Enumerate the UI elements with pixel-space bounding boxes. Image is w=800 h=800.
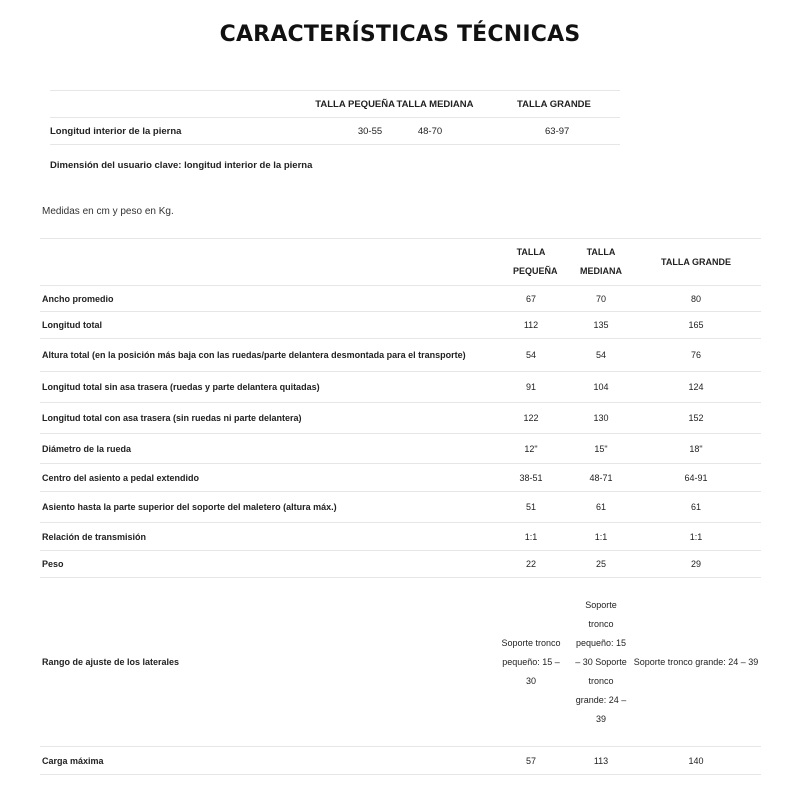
- value-small: 112: [491, 312, 571, 339]
- header-small: TALLA PEQUEÑA: [491, 239, 571, 286]
- row-label: Longitud total con asa trasera (sin ruedas ni parte delantera): [40, 403, 491, 434]
- header-empty-cell: [50, 91, 315, 118]
- leg-length-table: [50, 90, 620, 145]
- table-header-row: [50, 91, 620, 118]
- table-row: [40, 492, 761, 523]
- value-small: Soporte tronco pequeño: 15 – 30: [491, 578, 571, 747]
- value-medium: 54: [571, 339, 631, 372]
- value-medium: 70: [571, 286, 631, 312]
- table-row: [40, 523, 761, 551]
- specs-table: [40, 238, 761, 775]
- value-large: 165: [631, 312, 761, 339]
- table-row: [40, 403, 761, 434]
- row-label: Longitud total sin asa trasera (ruedas y parte delantera quitadas): [40, 372, 491, 403]
- value-large: 63-97: [475, 118, 620, 145]
- value-medium: 130: [571, 403, 631, 434]
- value-medium: 135: [571, 312, 631, 339]
- value-medium: 104: [571, 372, 631, 403]
- value-small: 122: [491, 403, 571, 434]
- table-row: [40, 286, 761, 312]
- value-small: 67: [491, 286, 571, 312]
- row-label: Ancho promedio: [40, 286, 491, 312]
- value-small: 57: [491, 747, 571, 775]
- header-empty-cell: [40, 239, 491, 286]
- value-large: 29: [631, 551, 761, 578]
- header-large: TALLA GRANDE: [475, 91, 620, 118]
- table-row: [40, 339, 761, 372]
- row-label: Diámetro de la rueda: [40, 434, 491, 464]
- value-medium: 48-71: [571, 464, 631, 492]
- value-large: 61: [631, 492, 761, 523]
- row-label: Peso: [40, 551, 491, 578]
- value-medium: 48-70: [395, 118, 475, 145]
- value-medium: 15": [571, 434, 631, 464]
- row-label: Asiento hasta la parte superior del soporte del maletero (altura máx.): [40, 492, 491, 523]
- row-label: Rango de ajuste de los laterales: [40, 578, 491, 747]
- value-medium: Soporte tronco pequeño: 15 – 30 Soporte tronco grande: 24 – 39: [571, 578, 631, 747]
- header-small: TALLA PEQUEÑA: [315, 91, 395, 118]
- units-note: Medidas en cm y peso en Kg.: [42, 206, 174, 217]
- value-large: 140: [631, 747, 761, 775]
- value-large: 80: [631, 286, 761, 312]
- value-large: 64-91: [631, 464, 761, 492]
- row-label: Longitud interior de la pierna: [50, 118, 315, 145]
- value-small: 1:1: [491, 523, 571, 551]
- table-row: [40, 312, 761, 339]
- value-small: 51: [491, 492, 571, 523]
- value-small: 54: [491, 339, 571, 372]
- value-large: Soporte tronco grande: 24 – 39: [631, 578, 761, 747]
- value-large: 18": [631, 434, 761, 464]
- table-row: [50, 118, 620, 145]
- table-row: [40, 551, 761, 578]
- value-large: 124: [631, 372, 761, 403]
- table-header-row: [40, 239, 761, 286]
- row-label: Longitud total: [40, 312, 491, 339]
- header-medium: TALLA MEDIANA: [395, 91, 475, 118]
- table-row: [40, 578, 761, 747]
- value-large: 152: [631, 403, 761, 434]
- key-dimension-note: Dimensión del usuario clave: longitud interior de la pierna: [50, 160, 313, 171]
- value-small: 30-55: [315, 118, 395, 145]
- value-large: 1:1: [631, 523, 761, 551]
- row-label: Relación de transmisión: [40, 523, 491, 551]
- row-label: Altura total (en la posición más baja con las ruedas/parte delantera desmontada para el transporte): [40, 339, 491, 372]
- page-title: CARACTERÍSTICAS TÉCNICAS: [219, 22, 581, 47]
- table-row: [40, 747, 761, 775]
- value-small: 12": [491, 434, 571, 464]
- value-small: 91: [491, 372, 571, 403]
- table-row: [40, 434, 761, 464]
- header-large: TALLA GRANDE: [631, 239, 761, 286]
- table-row: [40, 372, 761, 403]
- value-medium: 25: [571, 551, 631, 578]
- value-medium: 113: [571, 747, 631, 775]
- value-small: 22: [491, 551, 571, 578]
- table-row: [40, 464, 761, 492]
- value-medium: 1:1: [571, 523, 631, 551]
- value-medium: 61: [571, 492, 631, 523]
- row-label: Centro del asiento a pedal extendido: [40, 464, 491, 492]
- header-medium: TALLA MEDIANA: [571, 239, 631, 286]
- value-large: 76: [631, 339, 761, 372]
- value-small: 38-51: [491, 464, 571, 492]
- row-label: Carga máxima: [40, 747, 491, 775]
